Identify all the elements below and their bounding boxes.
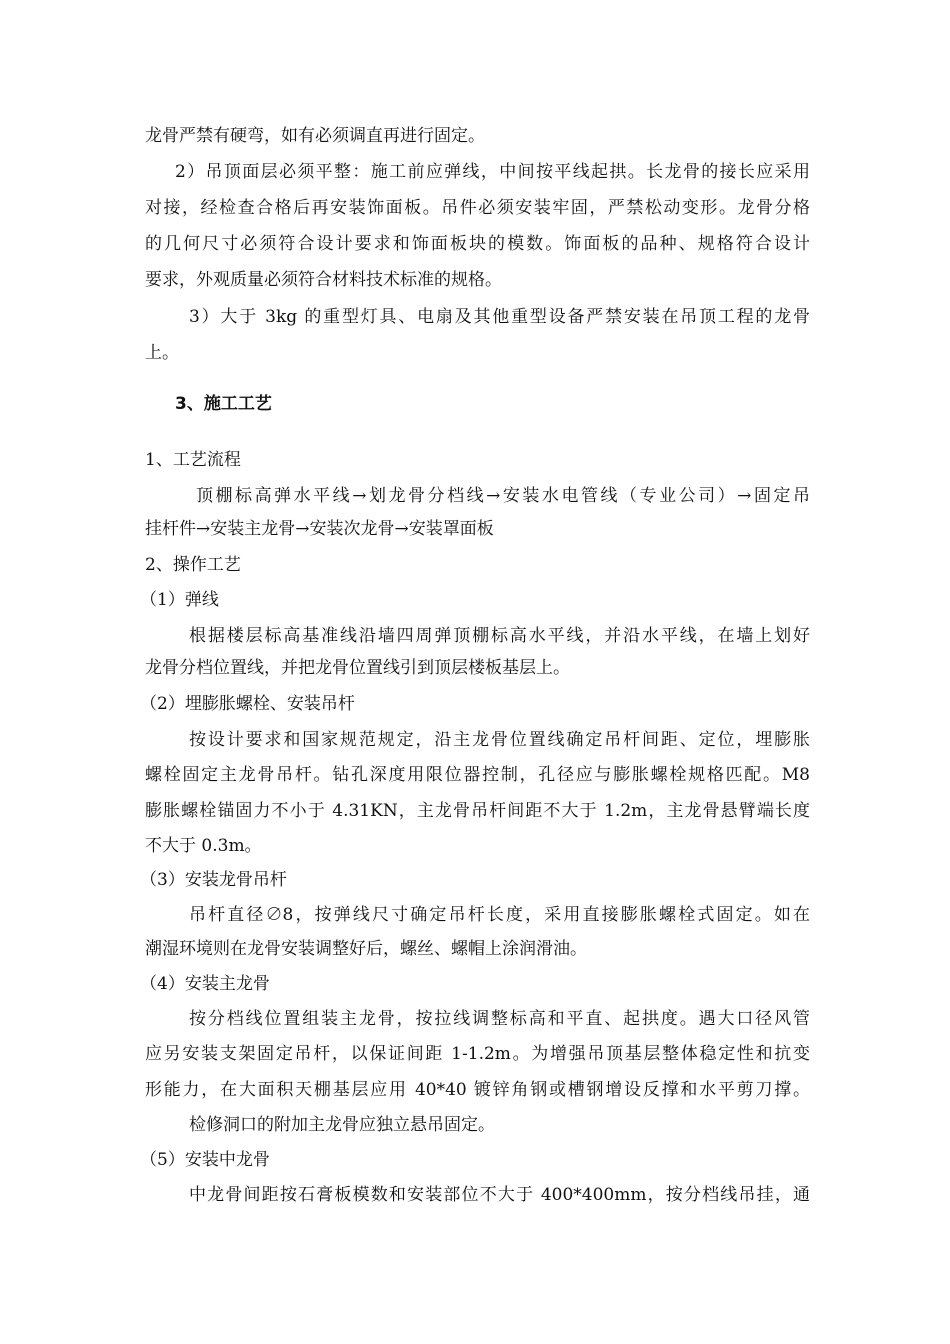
text-line: 2）吊顶面层必须平整：施工前应弹线，中间按平线起拱。长龙骨的接长应采用	[175, 162, 810, 182]
text-line: 顶棚标高弹水平线→划龙骨分档线→安装水电管线（专业公司）→固定吊	[196, 486, 810, 506]
text-line: 形能力，在大面积天棚基层应用 40*40 镀锌角钢或槽钢增设反撑和水平剪刀撑。	[145, 1080, 810, 1100]
section-heading: 3、施工工艺	[175, 394, 272, 414]
text-line: 3）大于 3kg 的重型灯具、电扇及其他重型设备严禁安装在吊顶工程的龙骨	[189, 307, 810, 327]
text-line: 龙骨分档位置线，并把龙骨位置线引到顶层楼板基层上。	[145, 658, 570, 678]
text-line: 对接，经检查合格后再安装饰面板。吊件必须安装牢固，严禁松动变形。龙骨分格	[145, 198, 810, 218]
text-line: （3）安装龙骨吊杆	[140, 870, 287, 890]
text-line: 龙骨严禁有硬弯，如有必须调直再进行固定。	[145, 126, 485, 146]
text-line: 应另安装支架固定吊杆，以保证间距 1-1.2m。为增强吊顶基层整体稳定性和抗变	[145, 1044, 810, 1064]
text-line: 要求，外观质量必须符合材料技术标准的规格。	[145, 270, 502, 290]
text-line: 按设计要求和国家规范规定，沿主龙骨位置线确定吊杆间距、定位，埋膨胀	[189, 730, 810, 750]
text-line: 螺栓固定主龙骨吊杆。钻孔深度用限位器控制，孔径应与膨胀螺栓规格匹配。M8	[145, 765, 810, 785]
text-line: 上。	[145, 343, 179, 363]
text-line: 中龙骨间距按石膏板模数和安装部位不大于 400*400mm，按分档线吊挂，通	[189, 1185, 810, 1205]
text-line: （4）安装主龙骨	[140, 974, 270, 994]
text-line: （2）埋膨胀螺栓、安装吊杆	[140, 694, 355, 714]
text-line: 挂杆件→安装主龙骨→安装次龙骨→安装罩面板	[145, 519, 494, 539]
text-line: 2、操作工艺	[145, 555, 241, 575]
text-line: 的几何尺寸必须符合设计要求和饰面板块的模数。饰面板的品种、规格符合设计	[145, 234, 810, 254]
text-line: （1）弹线	[140, 590, 219, 610]
text-line: 检修洞口的附加主龙骨应独立悬吊固定。	[189, 1115, 495, 1135]
text-line: （5）安装中龙骨	[140, 1150, 270, 1170]
text-line: 潮湿环境则在龙骨安装调整好后，螺丝、螺帽上涂润滑油。	[145, 939, 587, 959]
text-line: 根据楼层标高基准线沿墙四周弹顶棚标高水平线，并沿水平线，在墙上划好	[189, 626, 810, 646]
text-line: 不大于 0.3m。	[145, 836, 262, 856]
text-line: 吊杆直径∅8，按弹线尺寸确定吊杆长度，采用直接膨胀螺栓式固定。如在	[189, 905, 810, 925]
text-line: 按分档线位置组装主龙骨，按拉线调整标高和平直、起拱度。遇大口径风管	[189, 1009, 810, 1029]
text-line: 膨胀螺栓锚固力不小于 4.31KN，主龙骨吊杆间距不大于 1.2m，主龙骨悬臂端长度	[145, 801, 810, 821]
text-line: 1、工艺流程	[145, 450, 241, 470]
